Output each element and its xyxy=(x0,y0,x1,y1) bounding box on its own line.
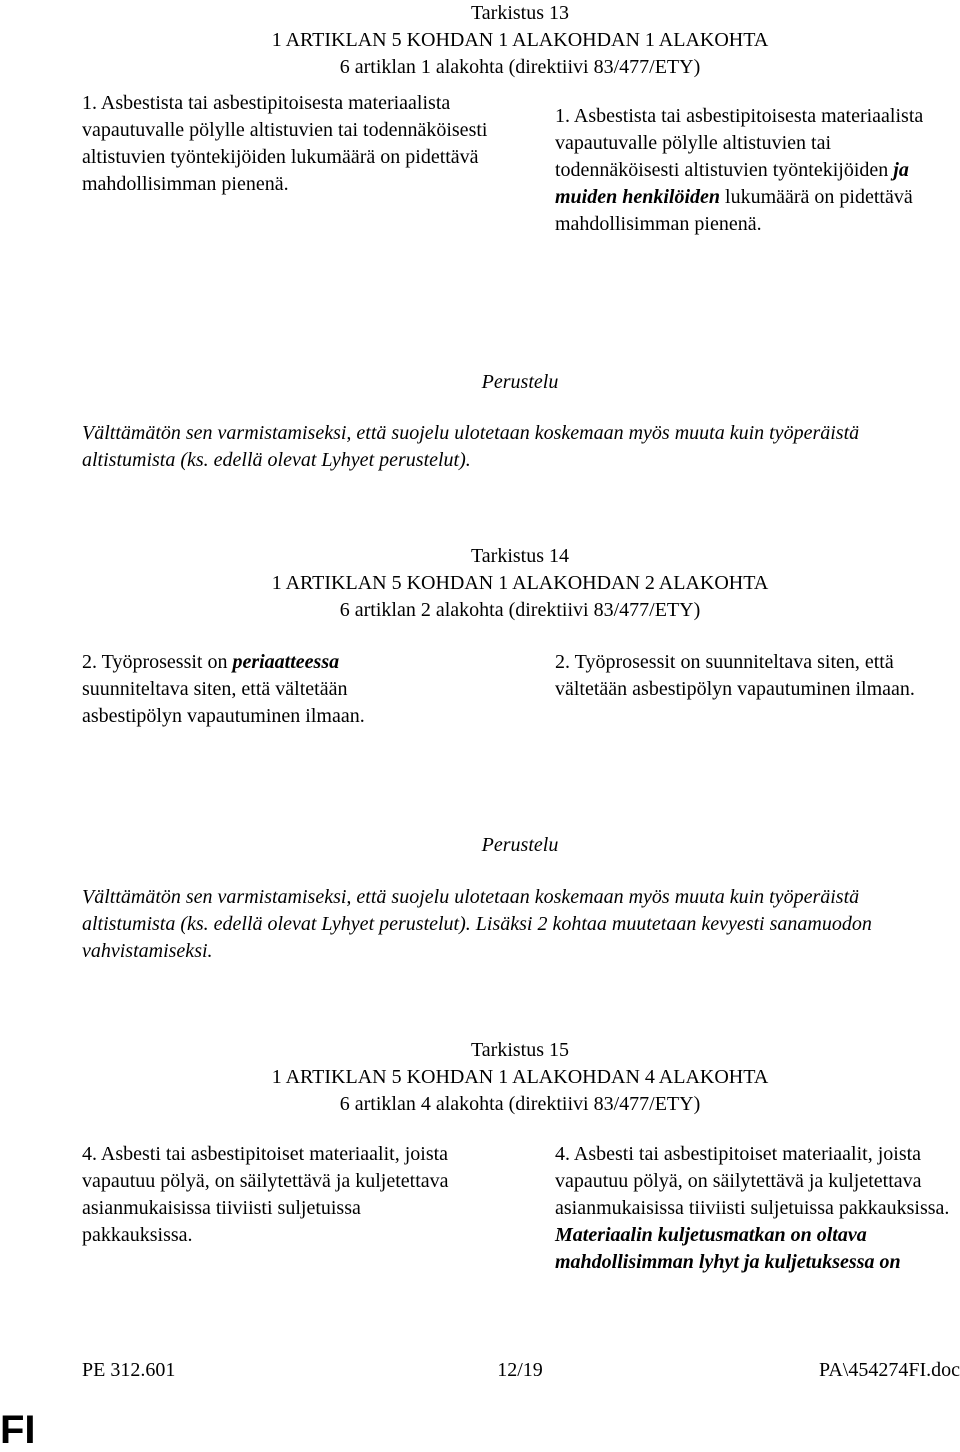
amendment-15-article: 1 ARTIKLAN 5 KOHDAN 1 ALAKOHDAN 4 ALAKOHTA xyxy=(271,1066,769,1088)
amendment-14-amended-text: 2. Työprosessit on suunniteltava siten, että vältetään asbestipölyn vapautuminen ilmaan. xyxy=(555,651,915,700)
amendment-14-number: Tarkistus 14 xyxy=(470,545,570,567)
amendment-13-header xyxy=(80,0,960,81)
amendment-15-number: Tarkistus 15 xyxy=(470,1039,570,1061)
amendment-15-amended-text xyxy=(555,1141,960,1276)
footer-file-name: PA\454274FI.doc xyxy=(819,1359,960,1381)
amendment-13-original-text: 1. Asbestista tai asbestipitoisesta materiaalista vapautuvalle pölylle altistuvien tai todennäköisesti altistuvien työntekijöiden lukumäärä on pidettävä mahdollisimman pienenä. xyxy=(82,92,488,195)
original-text-part: 2. Työprosessit on xyxy=(82,651,233,673)
amendment-14-justification-title: Perustelu xyxy=(481,834,559,856)
amendment-14-original-text xyxy=(82,649,412,730)
language-code: FI xyxy=(0,1408,36,1452)
amendment-13-article: 1 ARTIKLAN 5 KOHDAN 1 ALAKOHDAN 1 ALAKOHTA xyxy=(271,29,769,51)
amendment-15-directive-ref: 6 artiklan 4 alakohta (direktiivi 83/477/ETY) xyxy=(339,1093,701,1115)
amendment-14-article: 1 ARTIKLAN 5 KOHDAN 1 ALAKOHDAN 2 ALAKOHTA xyxy=(271,572,769,594)
amendment-15-original-text: 4. Asbesti tai asbestipitoiset materiaalit, joista vapautuu pölyä, on säilytettävä ja kuljetettava asianmukaisissa tiiviisti suljetuissa pakkauksissa. xyxy=(82,1143,449,1246)
amended-text-part: 4. Asbesti tai asbestipitoiset materiaalit, joista vapautuu pölyä, on säilytettävä ja kuljetettava asianmukaisissa tiiviisti suljetuissa pakkauksissa. xyxy=(555,1143,950,1219)
footer-page-number: 12/19 xyxy=(497,1359,543,1381)
amendment-13-justification-title: Perustelu xyxy=(481,371,559,393)
amended-text-part: lukumäärä on pidettävä mahdollisimman pienenä. xyxy=(555,186,913,235)
amended-text-highlight: ja muiden henkilöiden xyxy=(555,159,909,208)
original-text-highlight: periaatteessa xyxy=(232,651,340,673)
amendment-14-directive-ref: 6 artiklan 2 alakohta (direktiivi 83/477/ETY) xyxy=(339,599,701,621)
original-text-part: suunniteltava siten, että vältetään asbestipölyn vapautuminen ilmaan. xyxy=(82,678,365,727)
amendment-14-justification: Välttämätön sen varmistamiseksi, että suojelu ulotetaan koskemaan myös muuta kuin työperäistä altistumista (ks. edellä olevat Lyhyet perustelut). Lisäksi 2 kohtaa muutetaan kevyesti sanamuodon vahvistamiseksi. xyxy=(82,886,872,962)
footer-doc-ref: PE 312.601 xyxy=(82,1359,176,1381)
amendment-13-amended-text xyxy=(555,103,960,238)
amendment-14-header xyxy=(80,543,960,624)
amendment-13-number: Tarkistus 13 xyxy=(470,2,570,24)
amendment-13-directive-ref: 6 artiklan 1 alakohta (direktiivi 83/477/ETY) xyxy=(339,56,701,78)
amendment-13-justification: Välttämätön sen varmistamiseksi, että suojelu ulotetaan koskemaan myös muuta kuin työperäistä altistumista (ks. edellä olevat Lyhyet perustelut). xyxy=(82,422,860,471)
amended-text-part: 1. Asbestista tai asbestipitoisesta materiaalista vapautuvalle pölylle altistuvien tai todennäköisesti altistuvien työntekijöiden xyxy=(555,105,924,181)
amendment-15-header xyxy=(80,1037,960,1118)
amended-text-highlight: Materiaalin kuljetusmatkan on oltava mahdollisimman lyhyt ja kuljetuksessa on xyxy=(555,1224,901,1273)
